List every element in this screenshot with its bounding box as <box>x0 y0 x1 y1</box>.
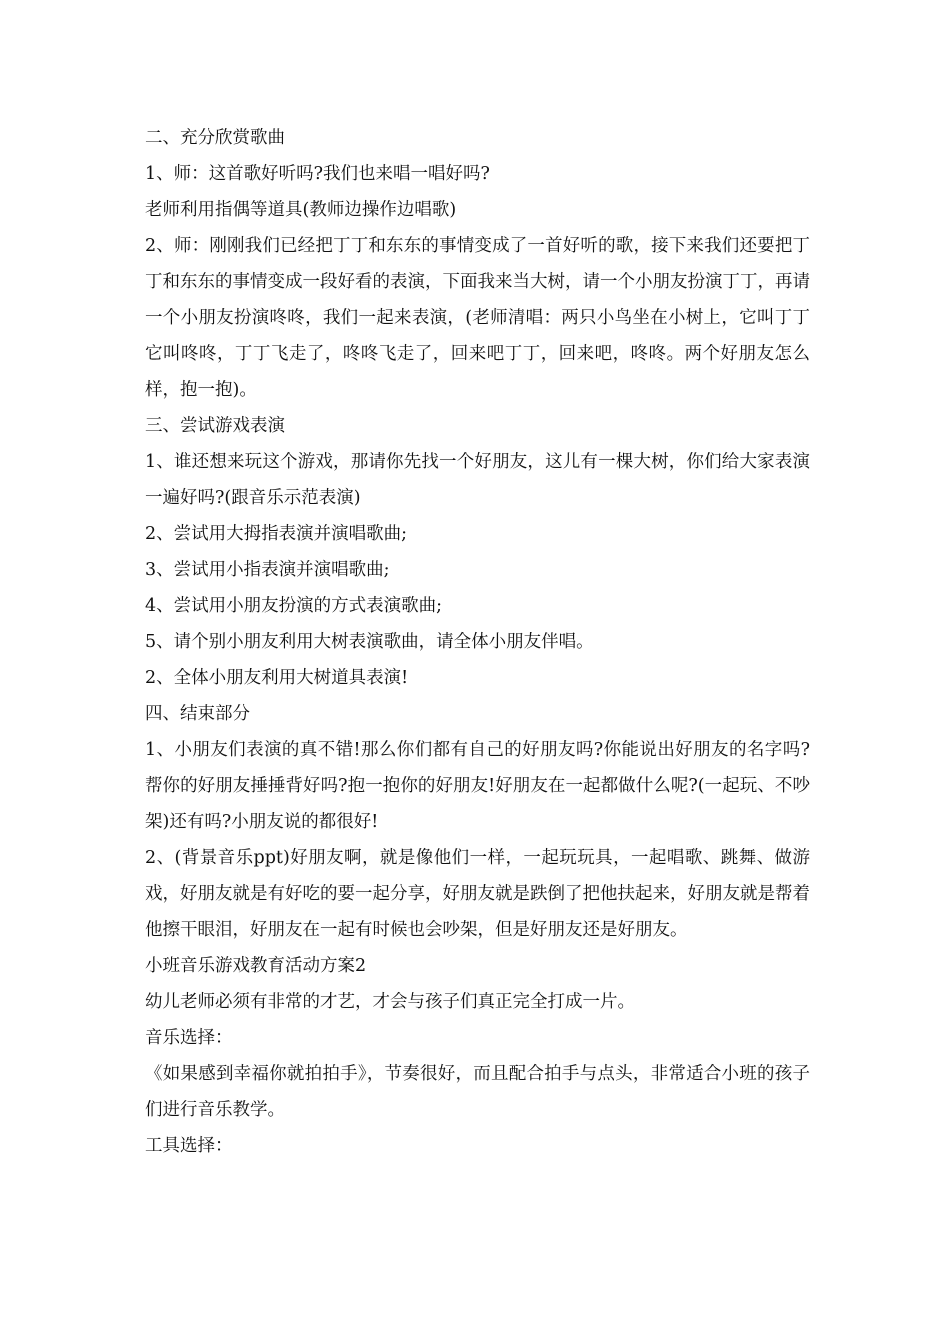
section-heading: 三、尝试游戏表演 <box>145 416 285 436</box>
section-heading: 二、充分欣赏歌曲 <box>145 128 285 148</box>
paragraph: 幼儿老师必须有非常的才艺，才会与孩子们真正完全打成一片。 <box>145 992 635 1012</box>
paragraph: 2、尝试用大拇指表演并演唱歌曲; <box>145 524 408 544</box>
paragraph: 4、尝试用小朋友扮演的方式表演歌曲; <box>145 596 443 616</box>
paragraph: 5、请个别小朋友利用大树表演歌曲，请全体小朋友伴唱。 <box>145 632 594 652</box>
paragraph: 1、师：这首歌好听吗?我们也来唱一唱好吗? <box>145 164 490 184</box>
section-heading: 四、结束部分 <box>145 704 250 724</box>
paragraph: 1、谁还想来玩这个游戏，那请你先找一个好朋友，这儿有一棵大树，你们给大家表演一遍好吗?(跟音乐示范表演) <box>145 452 810 508</box>
paragraph: 《如果感到幸福你就拍拍手》，节奏很好，而且配合拍手与点头，非常适合小班的孩子们进行音乐教学。 <box>145 1064 810 1120</box>
subheading: 工具选择： <box>145 1136 233 1156</box>
paragraph: 1、小朋友们表演的真不错!那么你们都有自己的好朋友吗?你能说出好朋友的名字吗?帮你的好朋友捶捶背好吗?抱一抱你的好朋友!好朋友在一起都做什么呢?(一起玩、不吵架)还有吗?小朋友说的都很好! <box>145 740 810 832</box>
paragraph: 2、(背景音乐ppt)好朋友啊，就是像他们一样，一起玩玩具，一起唱歌、跳舞、做游戏，好朋友就是有好吃的要一起分享，好朋友就是跌倒了把他扶起来，好朋友就是帮着他擦干眼泪，好朋友在一起有时候也会吵架，但是好朋友还是好朋友。 <box>145 848 810 940</box>
paragraph: 2、全体小朋友利用大树道具表演! <box>145 668 409 688</box>
document-title: 小班音乐游戏教育活动方案2 <box>145 956 367 976</box>
paragraph: 3、尝试用小指表演并演唱歌曲; <box>145 560 390 580</box>
paragraph: 老师利用指偶等道具(教师边操作边唱歌) <box>145 200 457 220</box>
document-page <box>145 120 810 1164</box>
paragraph: 2、师：刚刚我们已经把丁丁和东东的事情变成了一首好听的歌，接下来我们还要把丁丁和东东的事情变成一段好看的表演，下面我来当大树，请一个小朋友扮演丁丁，再请一个小朋友扮演咚咚，我们一起来表演，(老师清唱：两只小鸟坐在小树上，它叫丁丁它叫咚咚，丁丁飞走了，咚咚飞走了，回来吧丁丁，回来吧，咚咚。两个好朋友怎么样，抱一抱)。 <box>145 236 810 400</box>
subheading: 音乐选择： <box>145 1028 233 1048</box>
